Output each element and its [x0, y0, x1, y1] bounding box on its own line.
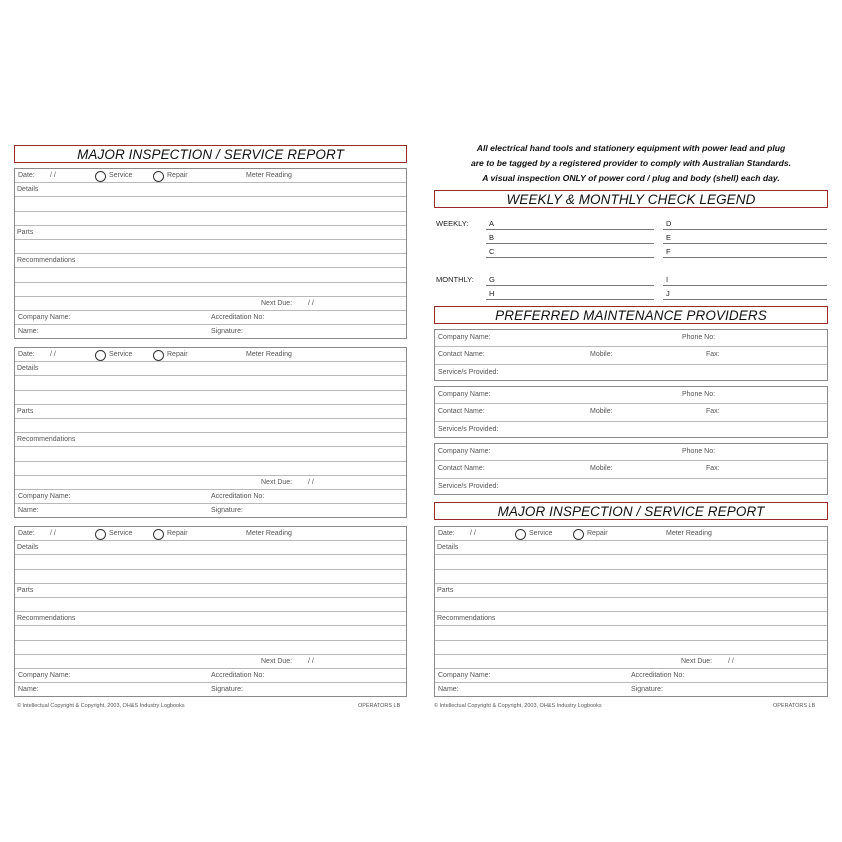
date-label: Date: [438, 530, 455, 537]
legend-letter-g: G [489, 275, 495, 284]
legend-letter-b: B [489, 233, 495, 242]
date-label: Date: [18, 172, 35, 179]
provider-company-label: Company Name: [438, 448, 491, 455]
provider-phone-label: Phone No: [682, 334, 716, 341]
provider-phone-label: Phone No: [682, 448, 716, 455]
form-row[interactable] [15, 240, 406, 254]
provider-row[interactable] [435, 347, 827, 364]
name-label: Name: [18, 686, 39, 694]
recommendations-label: Recommendations [17, 436, 76, 444]
service-radio[interactable] [95, 171, 106, 182]
footer-code-right: OPERATORS LB [773, 703, 816, 709]
provider-company-label: Company Name: [438, 391, 491, 398]
legend-line-a[interactable] [486, 229, 654, 230]
legend-line-j[interactable] [663, 299, 827, 300]
parts-label: Parts [17, 407, 34, 415]
company-name-label: Company Name: [18, 314, 71, 321]
provider-phone-label: Phone No: [682, 391, 716, 398]
form-row[interactable] [435, 584, 827, 598]
details-label: Details [437, 544, 459, 552]
provider-contact-label: Contact Name: [438, 465, 485, 473]
service-report-form-3 [14, 526, 407, 697]
monthly-label: MONTHLY: [436, 275, 474, 284]
footer-code-left: OPERATORS LB [358, 703, 401, 709]
repair-radio[interactable] [153, 350, 164, 361]
signature-label: Signature: [211, 686, 243, 694]
parts-label: Parts [17, 586, 34, 594]
provider-row[interactable] [435, 444, 827, 461]
provider-fax-label: Fax: [706, 408, 720, 416]
form-row[interactable] [15, 626, 406, 640]
service-label: Service [109, 351, 133, 358]
form-row[interactable] [435, 598, 827, 612]
date-slashes: / / [50, 530, 56, 537]
date-slashes: / / [470, 530, 476, 537]
provider-fax-label: Fax: [706, 465, 720, 473]
details-label: Details [17, 365, 39, 373]
footer-copyright-left: © Intellectual Copyright & Copyright, 2003, OH&S Industry Logbooks [17, 703, 185, 709]
provider-block-3 [434, 443, 828, 495]
legend-line-f[interactable] [663, 257, 827, 258]
provider-mobile-label: Mobile: [590, 351, 613, 359]
meter-reading-label: Meter Reading [246, 351, 292, 358]
parts-label: Parts [17, 228, 34, 236]
next-due-label: Next Due: [261, 657, 293, 665]
provider-row[interactable] [435, 404, 827, 421]
form-row[interactable] [15, 598, 406, 612]
repair-radio[interactable] [573, 529, 584, 540]
legend-line-h[interactable] [486, 299, 654, 300]
form-row[interactable] [15, 476, 406, 490]
meter-reading-label: Meter Reading [246, 530, 292, 537]
form-row[interactable] [15, 197, 406, 211]
provider-row[interactable] [435, 330, 827, 347]
service-report-title-1: MAJOR INSPECTION / SERVICE REPORT [14, 145, 407, 163]
date-label: Date: [18, 351, 35, 358]
service-report-form-2 [14, 347, 407, 518]
service-report-title-4: MAJOR INSPECTION / SERVICE REPORT [434, 502, 828, 520]
next-due-slashes: / / [308, 299, 314, 307]
name-label: Name: [18, 328, 39, 336]
date-slashes: / / [50, 351, 56, 358]
legend-letter-a: A [489, 219, 495, 228]
name-label: Name: [18, 507, 39, 515]
form-row[interactable] [15, 212, 406, 226]
next-due-slashes: / / [308, 478, 314, 486]
signature-label: Signature: [631, 686, 663, 694]
form-row[interactable] [15, 391, 406, 405]
service-label: Service [109, 172, 133, 179]
date-slashes: / / [50, 172, 56, 179]
legend-letter-d: D [666, 219, 672, 228]
legend-title: WEEKLY & MONTHLY CHECK LEGEND [434, 190, 828, 208]
form-row[interactable] [15, 297, 406, 311]
company-name-label: Company Name: [438, 672, 491, 679]
legend-line-e[interactable] [663, 243, 827, 244]
parts-label: Parts [437, 586, 454, 594]
provider-contact-label: Contact Name: [438, 351, 485, 359]
legend-letter-c: C [489, 247, 495, 256]
service-label: Service [109, 530, 133, 537]
next-due-slashes: / / [728, 657, 734, 665]
recommendations-label: Recommendations [17, 257, 76, 265]
repair-label: Repair [587, 530, 608, 537]
form-row[interactable] [15, 283, 406, 297]
form-row[interactable] [15, 447, 406, 461]
next-due-slashes: / / [308, 657, 314, 665]
legend-letter-i: I [666, 275, 669, 284]
footer-copyright-right: © Intellectual Copyright & Copyright, 2003, OH&S Industry Logbooks [434, 703, 602, 709]
form-row[interactable] [15, 268, 406, 282]
service-label: Service [529, 530, 553, 537]
legend-letter-f: F [666, 247, 671, 256]
repair-label: Repair [167, 172, 188, 179]
next-due-label: Next Due: [681, 657, 713, 665]
legend-line-g[interactable] [486, 285, 654, 286]
provider-row[interactable] [435, 461, 827, 478]
next-due-label: Next Due: [261, 478, 293, 486]
provider-contact-label: Contact Name: [438, 408, 485, 416]
date-label: Date: [18, 530, 35, 537]
form-row[interactable] [15, 527, 406, 541]
form-row[interactable] [15, 362, 406, 376]
form-row[interactable] [15, 226, 406, 240]
service-radio[interactable] [515, 529, 526, 540]
form-row[interactable] [435, 555, 827, 569]
legend-letter-h: H [489, 289, 495, 298]
repair-radio[interactable] [153, 529, 164, 540]
service-report-form-1 [14, 168, 407, 339]
next-due-label: Next Due: [261, 299, 293, 307]
company-name-label: Company Name: [18, 672, 71, 679]
details-label: Details [17, 186, 39, 194]
form-row[interactable] [15, 419, 406, 433]
signature-label: Signature: [211, 507, 243, 515]
form-row[interactable] [15, 641, 406, 655]
form-row[interactable] [15, 655, 406, 669]
legend-letter-e: E [666, 233, 672, 242]
provider-mobile-label: Mobile: [590, 408, 613, 416]
form-row[interactable] [15, 169, 406, 183]
provider-row[interactable] [435, 387, 827, 404]
form-row[interactable] [435, 655, 827, 669]
form-row[interactable] [15, 376, 406, 390]
provider-fax-label: Fax: [706, 351, 720, 359]
accreditation-label: Accreditation No: [211, 493, 265, 500]
provider-mobile-label: Mobile: [590, 465, 613, 473]
accreditation-label: Accreditation No: [211, 314, 265, 321]
service-report-form-4 [434, 526, 828, 697]
accreditation-label: Accreditation No: [211, 672, 265, 679]
legend-letter-j: J [666, 289, 670, 298]
repair-radio[interactable] [153, 171, 164, 182]
form-row[interactable] [435, 641, 827, 655]
form-row[interactable] [15, 405, 406, 419]
provider-services-label: Service/s Provided: [438, 425, 499, 433]
accreditation-label: Accreditation No: [631, 672, 685, 679]
legend-line-b[interactable] [486, 243, 654, 244]
form-row[interactable] [435, 570, 827, 584]
form-row[interactable] [15, 555, 406, 569]
repair-label: Repair [167, 530, 188, 537]
recommendations-label: Recommendations [17, 615, 76, 623]
repair-label: Repair [167, 351, 188, 358]
details-label: Details [17, 544, 39, 552]
provider-block-2 [434, 386, 828, 438]
service-radio[interactable] [95, 350, 106, 361]
provider-company-label: Company Name: [438, 334, 491, 341]
legend-line-c[interactable] [486, 257, 654, 258]
form-row[interactable] [435, 527, 827, 541]
form-row[interactable] [15, 462, 406, 476]
meter-reading-label: Meter Reading [666, 530, 712, 537]
company-name-label: Company Name: [18, 493, 71, 500]
meter-reading-label: Meter Reading [246, 172, 292, 179]
provider-block-1 [434, 329, 828, 381]
provider-services-label: Service/s Provided: [438, 368, 499, 376]
service-radio[interactable] [95, 529, 106, 540]
form-row[interactable] [435, 541, 827, 555]
legend-line-d[interactable] [663, 229, 827, 230]
signature-label: Signature: [211, 328, 243, 336]
form-row[interactable] [15, 541, 406, 555]
recommendations-label: Recommendations [437, 615, 496, 623]
weekly-label: WEEKLY: [436, 219, 469, 228]
form-row[interactable] [15, 584, 406, 598]
form-row[interactable] [15, 183, 406, 197]
legend-line-i[interactable] [663, 285, 827, 286]
safety-notice: All electrical hand tools and stationery equipment with power lead and plug are to be tagged by a registered provider to comply with Australian Standards. A visual inspection ONLY of power cord / plug and body (shell) each day. [470, 143, 792, 183]
name-label: Name: [438, 686, 459, 694]
providers-title: PREFERRED MAINTENANCE PROVIDERS [434, 306, 828, 324]
form-row[interactable] [435, 626, 827, 640]
form-row[interactable] [15, 570, 406, 584]
provider-services-label: Service/s Provided: [438, 482, 499, 490]
form-row[interactable] [15, 348, 406, 362]
